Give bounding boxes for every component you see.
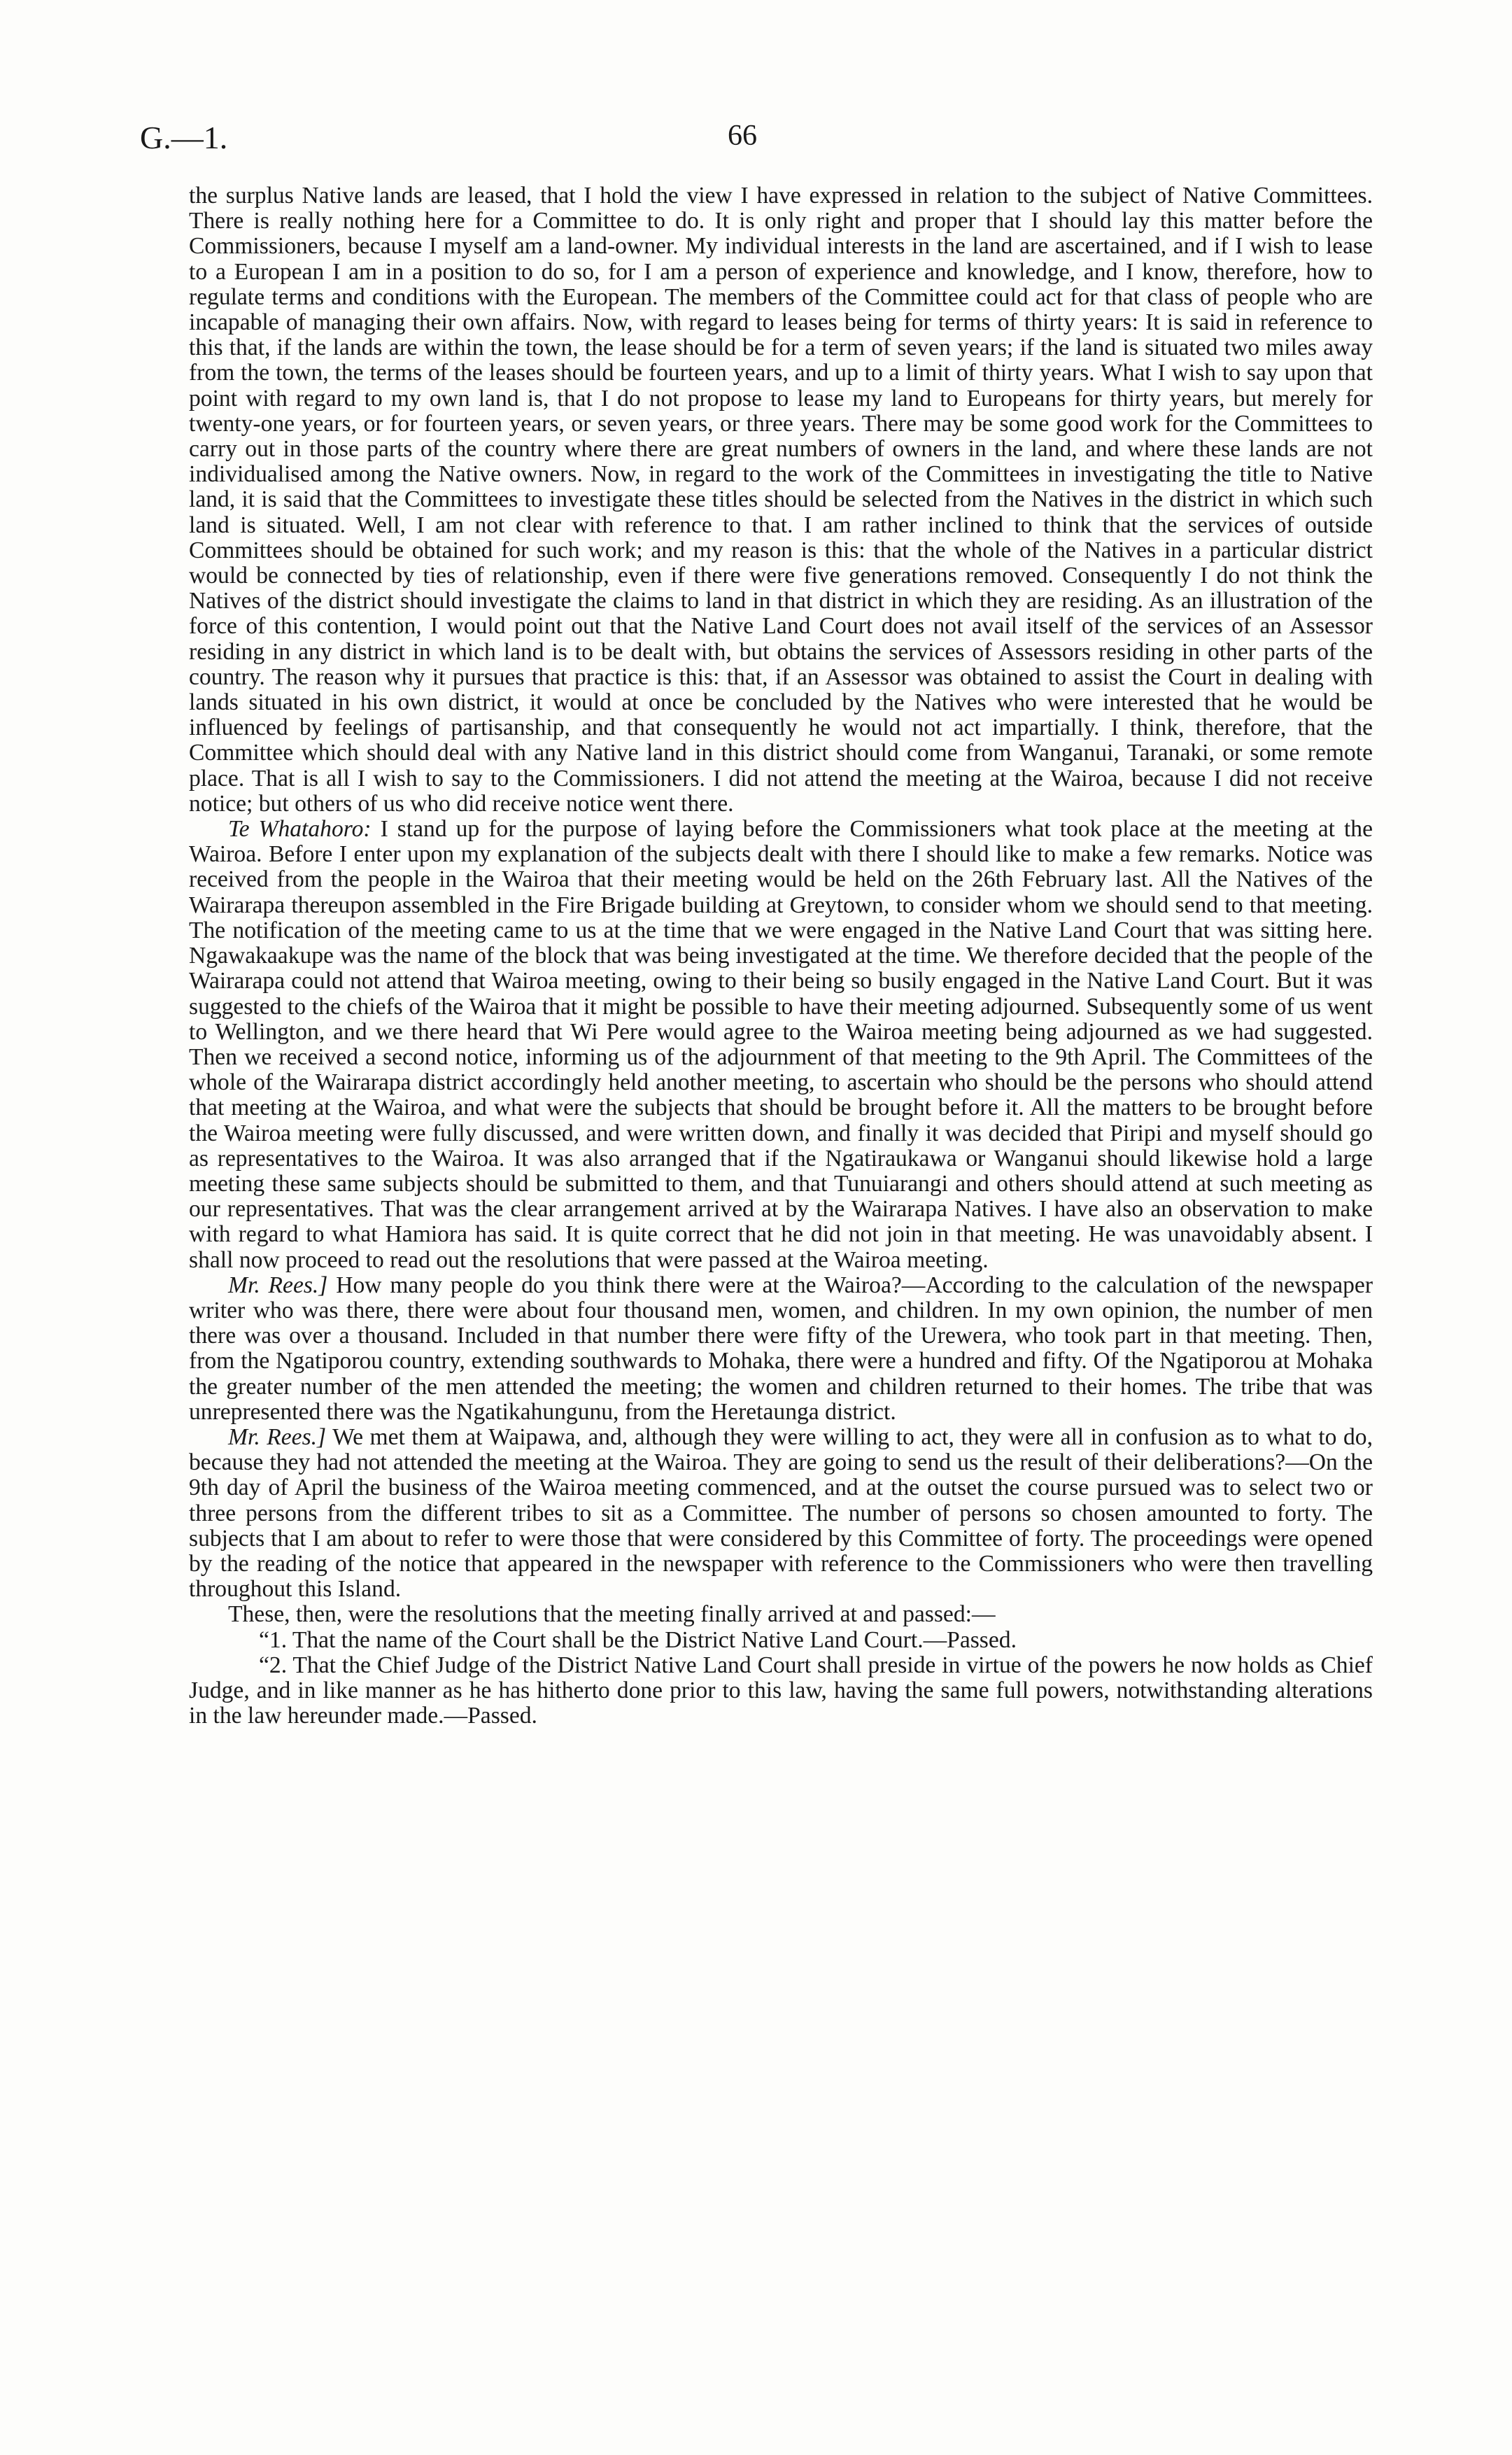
paragraph-text: These, then, were the resolutions that the meeting finally arrived at and passed:— <box>228 1601 996 1628</box>
paragraph <box>189 183 1373 817</box>
speaker-name: Te Whatahoro: <box>228 816 372 843</box>
document-reference: G.—1. <box>140 120 228 155</box>
page-number: 66 <box>728 120 757 152</box>
resolution: “2. That the Chief Judge of the District Native Land Court shall preside in virtue of the powers he now holds as Chief Judge, and in like manner as he has hitherto done prior to this law, having the same full powers, notwithstanding alterations in the law hereunder made.—Passed. <box>189 1652 1373 1729</box>
body-text <box>189 183 1373 1729</box>
paragraph-text: I stand up for the purpose of laying before the Commissioners what took place at the meeting at the Wairoa. Before I enter upon my explanation of the subjects dealt with there I should like to make a few remarks. Notice was received from the people in the Wairoa that their meeting would be held on the 26th February last. All the Natives of the Wairarapa thereupon assembled in the Fire Brigade building at Greytown, to consider whom we should send to that meeting. The notification of the meeting came to us at the time that we were engaged in the Native Land Court that was sitting here. Ngawakaakupe was the name of the block that was being investigated at the time. We therefore decided that the people of the Wairarapa could not attend that Wairoa meeting, owing to their being so busily engaged in the Native Land Court. But it was suggested to the chiefs of the Wairoa that it might be possible to have their meeting adjourned. Subsequently some of us went to Wellington, and we there heard that Wi Pere would agree to the Wairoa meeting being adjourned as we had suggested. Then we received a second notice, informing us of the adjournment of that meeting to the 9th April. The Committees of the whole of the Wairarapa district accordingly held another meeting, to ascertain who should be the persons who should attend that meeting at the Wairoa, and what were the subjects that should be brought before it. All the matters to be brought before the Wairoa meeting were fully discussed, and were written down, and finally it was decided that Piripi and myself should go as representatives to the Wairoa. It was also arranged that if the Ngatiraukawa or Wanganui should likewise hold a large meeting these same subjects should be submitted to them, and that Tunuiarangi and others should attend at such meeting as our representatives. That was the clear arrangement arrived at by the Wairarapa Natives. I have also an observation to make with regard to what Hamiora has said. It is quite correct that he did not join in that meeting. He was unavoidably absent. I shall now proceed to read out the resolutions that were passed at the Wairoa meeting. <box>189 816 1373 1273</box>
paragraph-text: How many people do you think there were at the Wairoa?—According to the calculation of the newspaper writer who was there, there were about four thousand men, women, and children. In my own opinion, the number of men there was over a thousand. Included in that number there were fifty of the Urewera, who took part in that meeting. Then, from the Ngatiporou country, extending southwards to Mohaka, there were a hundred and fifty. Of the Ngatiporou at Mohaka the greater number of the men attended the meeting; the women and children returned to their homes. The tribe that was unrepresented there was the Ngatikahungunu, from the Heretaunga district. <box>189 1272 1373 1425</box>
paragraph-text: We met them at Waipawa, and, although they were willing to act, they were all in confusion as to what to do, because they had not attended the meeting at the Wairoa. They are going to send us the result of their deliberations?—On the 9th day of April the business of the Wairoa meeting commenced, and at the outset the course pursued was to select two or three persons from the different tribes to sit as a Committee. The number of persons so chosen amounted to forty. The subjects that I am about to refer to were those that were considered by this Committee of forty. The proceedings were opened by the reading of the notice that appeared in the newspaper with reference to the Commissioners who were then travelling throughout this Island. <box>189 1423 1373 1603</box>
resolution: “1. That the name of the Court shall be the District Native Land Court.—Passed. <box>259 1626 1017 1653</box>
paragraph <box>189 1602 1373 1627</box>
paragraph <box>189 1273 1373 1425</box>
paragraph <box>189 1425 1373 1602</box>
speaker-name: Mr. Rees.] <box>228 1272 328 1298</box>
speaker-name: Mr. Rees.] <box>228 1423 327 1450</box>
paragraph <box>189 817 1373 1273</box>
paragraph-text: the surplus Native lands are leased, that I hold the view I have expressed in relation to the subject of Native Committees. There is really nothing here for a Committee to do. It is only right and proper that I should lay this matter before the Commissioners, because I myself am a land-owner. My individual interests in the land are ascertained, and if I wish to lease to a European I am in a position to do so, for I am a person of experience and knowledge, and I know, therefore, how to regulate terms and conditions with the European. The members of the Committee could act for that class of people who are incapable of managing their own affairs. Now, with regard to leases being for terms of thirty years: It is said in reference to this that, if the lands are within the town, the lease should be for a term of seven years; if the land is situated two miles away from the town, the terms of the leases should be fourteen years, and up to a limit of thirty years. What I wish to say upon that point with regard to my own land is, that I do not propose to lease my land to Europeans for thirty years, but merely for twenty-one years, or for fourteen years, or seven years, or three years. There may be some good work for the Committees to carry out in those parts of the country where there are great numbers of owners in the land, and where these lands are not individualised among the Native owners. Now, in regard to the work of the Committees in investigating the title to Native land, it is said that the Committees to investigate these titles should be selected from the Natives in the district in which such land is situated. Well, I am not clear with reference to that. I am rather inclined to think that the services of outside Committees should be obtained for such work; and my reason is this: that the whole of the Natives in a particular district would be connected by ties of relationship, even if there were five generations removed. Consequently I do not think the Natives of the district should investigate the claims to land in that district in which they are residing. As an illustration of the force of this contention, I would point out that the Native Land Court does not avail itself of the services of an Assessor residing in any district in which land is to be dealt with, but obtains the services of Assessors residing in other parts of the country. The reason why it pursues that practice is this: that, if an Assessor was obtained to assist the Court in dealing with lands situated in his own district, it would at once be concluded by the Natives who were interested that he would be influenced by feelings of partisanship, and that consequently he would not act impartially. I think, therefore, that the Committee which should deal with any Native land in this district should come from Wanganui, Taranaki, or some remote place. That is all I wish to say to the Commissioners. I did not attend the meeting at the Wairoa, because I did not receive notice; but others of us who did receive notice went there. <box>189 183 1373 817</box>
